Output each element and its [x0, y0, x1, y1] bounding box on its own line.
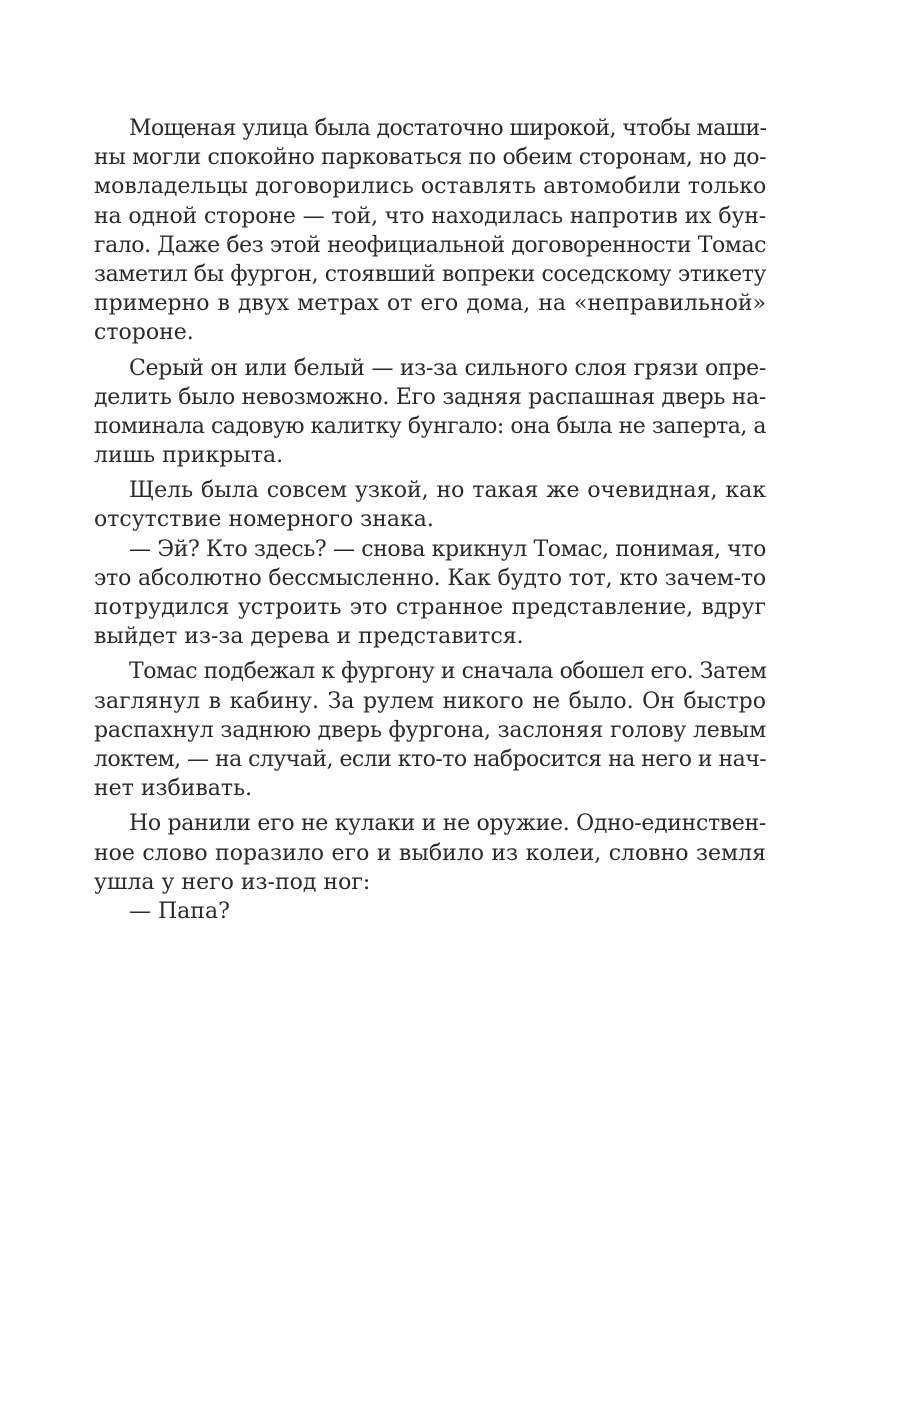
- paragraph: [94, 114, 766, 348]
- text-line: Мощеная улица была достаточно широкой, чтобы маши-: [129, 116, 767, 141]
- text-line: — Папа?: [129, 898, 230, 924]
- text-line: отсутствие номерного знака.: [94, 507, 434, 533]
- text-line: Томас подбежал к фургону и сначала обошел его. Затем: [129, 659, 767, 685]
- text-line: лишь прикрыта.: [94, 443, 284, 469]
- text-line: стороне.: [94, 320, 194, 346]
- paragraph: [94, 897, 766, 926]
- paragraph: [94, 535, 766, 652]
- text-line: ное слово поразило его и выбило из колеи, словно земля: [94, 840, 766, 866]
- text-line: распахнул заднюю дверь фургона, заслоняя голову левым: [94, 717, 767, 743]
- text-line: Щель была совсем узкой, но такая же очевидная, как: [129, 478, 766, 504]
- text-line: — Эй? Кто здесь? — снова крикнул Томас, понимая, что: [129, 536, 766, 562]
- text-line: выйдет из-за дерева и представится.: [94, 624, 524, 650]
- text-line: ушла у него из-под ног:: [94, 869, 371, 895]
- text-line: заметил бы фургон, стоявший вопреки соседскому этикету: [94, 261, 766, 287]
- paragraph: [94, 657, 766, 803]
- text-line: заглянул в кабину. За рулем никого не было. Он быстро: [94, 688, 766, 714]
- text-line: Но ранили его не кулаки и не оружие. Одно-единствен-: [129, 811, 766, 837]
- text-line: это абсолютно бессмысленно. Как будто тот, кто зачем-то: [94, 565, 766, 591]
- paragraph: [94, 476, 766, 534]
- text-line: гало. Даже без этой неофициальной договоренности Томас: [94, 232, 766, 258]
- text-line: делить было невозможно. Его задняя распашная дверь на-: [94, 384, 766, 410]
- text-line: потрудился устроить это странное представление, вдруг: [94, 595, 766, 620]
- text-line: мовладельцы договорились оставлять автомобили только: [94, 174, 767, 200]
- text-line: ны могли спокойно парковаться по обеим сторонам, но до-: [94, 145, 767, 171]
- text-line: Серый он или белый — из-за сильного слоя грязи опре-: [129, 355, 766, 381]
- paragraph: [94, 354, 766, 471]
- body-text: [94, 114, 766, 926]
- text-line: на одной стороне — той, что находилась напротив их бун-: [94, 203, 767, 229]
- text-line: поминала садовую калитку бунгало: она была не заперта, а: [94, 413, 766, 439]
- text-line: нет избивать.: [94, 776, 253, 802]
- text-line: примерно в двух метрах от его дома, на «неправильной»: [94, 291, 766, 317]
- paragraph: [94, 809, 766, 897]
- text-line: локтем, — на случай, если кто-то набросится на него и нач-: [94, 746, 767, 772]
